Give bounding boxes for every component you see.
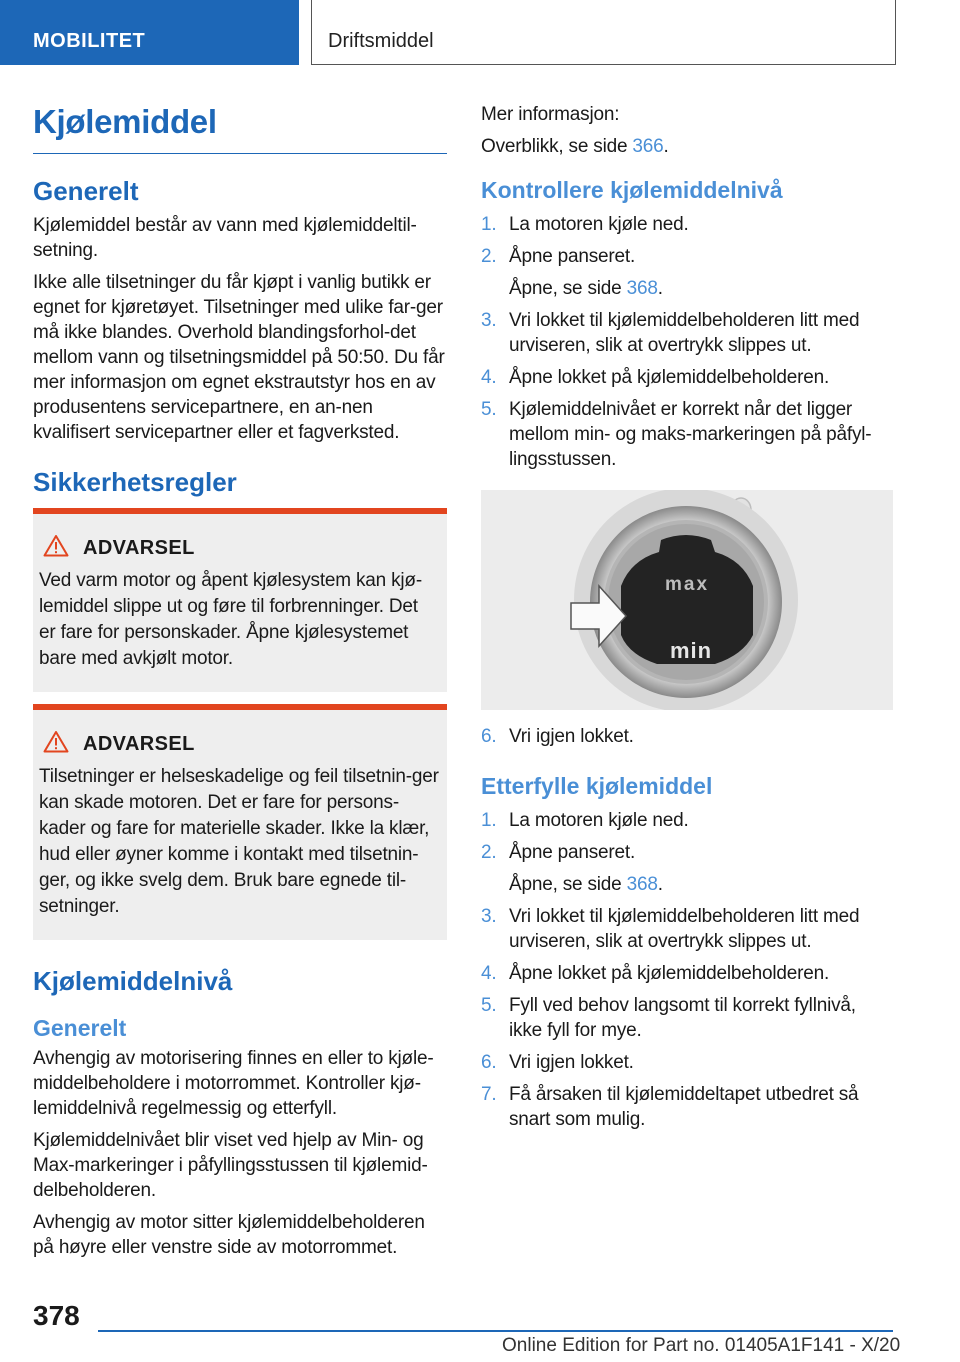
step-text: La motoren kjøle ned. xyxy=(509,214,689,235)
warning-header xyxy=(43,534,439,562)
page-title: Kjølemiddel xyxy=(33,100,447,154)
general-heading: Generelt xyxy=(33,176,139,206)
refill-steps-list xyxy=(481,808,893,1132)
step-number: 6. xyxy=(481,726,497,747)
list-item xyxy=(481,961,893,986)
step-text: Vri igjen lokket. xyxy=(509,1052,634,1073)
overview-text: Overblikk, se side xyxy=(481,136,633,157)
step-body xyxy=(509,808,689,833)
step-number: 2. xyxy=(481,246,497,267)
step-text: Fyll ved behov langsomt til korrekt fyllnivå, ikke fyll for mye. xyxy=(509,995,856,1041)
refill-heading: Etterfylle kjølemiddel xyxy=(481,773,713,799)
step-text: Vri lokket til kjølemiddelbeholderen litt med urviseren, slik at overtrykk slippes ut. xyxy=(509,906,860,952)
reference-text: Åpne, se side xyxy=(509,278,627,299)
max-mark-label: max xyxy=(664,574,710,595)
step-body xyxy=(509,397,893,472)
step-text: La motoren kjøle ned. xyxy=(509,810,689,831)
step-body xyxy=(509,840,663,897)
list-item xyxy=(481,365,893,390)
warning-box-2 xyxy=(33,704,447,940)
step-number: 5. xyxy=(481,995,497,1016)
step-number: 3. xyxy=(481,906,497,927)
chapter-title: Driftsmiddel xyxy=(328,30,434,52)
step-body xyxy=(509,244,663,301)
step-number: 1. xyxy=(481,810,497,831)
level-heading: Kjølemiddelnivå xyxy=(33,966,233,996)
period: . xyxy=(657,874,663,895)
page-link[interactable]: 368 xyxy=(626,278,658,299)
step-text: Åpne panseret. xyxy=(509,842,636,863)
step-reference xyxy=(509,872,663,897)
edition-note: Online Edition for Part no. 01405A1F141 - X/20 xyxy=(502,1335,901,1356)
list-item xyxy=(481,1050,893,1075)
step-body xyxy=(509,365,829,390)
section-tab: MOBILITET xyxy=(0,0,299,65)
level-paragraph-1: Avhengig av motorisering finnes en eller to kjøle-middelbeholdere i motorrommet. Kontroller kjø-lemiddelnivå regelmessig og etterfyll. xyxy=(33,1048,434,1119)
warning-box-1 xyxy=(33,508,447,692)
safety-heading: Sikkerhetsregler xyxy=(33,467,237,497)
page-link[interactable]: 368 xyxy=(626,874,658,895)
list-item xyxy=(481,993,893,1043)
period: . xyxy=(657,278,663,299)
step-body xyxy=(509,212,689,237)
level-paragraph-3: Avhengig av motor sitter kjølemiddelbeholderen på høyre eller venstre side av motorrommet. xyxy=(33,1212,425,1258)
left-column xyxy=(33,100,447,1267)
step-body xyxy=(509,1050,634,1075)
warning-triangle-icon xyxy=(43,730,69,758)
warning-title: ADVARSEL xyxy=(83,732,195,755)
step-number: 1. xyxy=(481,214,497,235)
list-item xyxy=(481,397,893,472)
page-number: 378 xyxy=(33,1300,80,1331)
general-paragraph-1: Kjølemiddel består av vann med kjølemiddeltil-setning. xyxy=(33,215,417,261)
check-heading: Kontrollere kjølemiddelnivå xyxy=(481,177,783,203)
list-item xyxy=(481,904,893,954)
overview-page-link[interactable]: 366 xyxy=(632,136,664,157)
min-mark-label: min xyxy=(669,638,713,663)
step-text: Kjølemiddelnivået er korrekt når det ligger mellom min- og maks-markeringen på påfyl-lingsstussen. xyxy=(509,399,872,470)
overview-reference xyxy=(481,134,893,159)
coolant-cap-figure xyxy=(481,490,893,710)
coolant-cap-illustration xyxy=(481,490,893,710)
step-text: Vri lokket til kjølemiddelbeholderen litt med urviseren, slik at overtrykk slippes ut. xyxy=(509,310,860,356)
step-text: Åpne panseret. xyxy=(509,246,636,267)
warning-title: ADVARSEL xyxy=(83,536,195,559)
check-step-6-list xyxy=(481,724,893,749)
step-number: 4. xyxy=(481,367,497,388)
step-number: 6. xyxy=(481,1052,497,1073)
level-paragraph-2: Kjølemiddelnivået blir viset ved hjelp av Min- og Max-markeringer i påfyllingsstussen til kjølemid-delbeholderen. xyxy=(33,1130,428,1201)
list-item xyxy=(481,724,893,749)
step-number: 5. xyxy=(481,399,497,420)
step-text: Åpne lokket på kjølemiddelbeholderen. xyxy=(509,963,830,984)
step-number: 2. xyxy=(481,842,497,863)
list-item xyxy=(481,308,893,358)
general-paragraph-2: Ikke alle tilsetninger du får kjøpt i vanlig butikk er egnet for kjøretøyet. Tilsetninger med ulike far-ger må ikke blandes. Overhold blandingsforhol-det mellom vann og tilsetningsmiddel på 50:50. Du får mer informasjon om egnet ekstrautstyr hos en av produsentens servicepartnere, en an-nen kvalifisert servicepartner eller et fagverksted. xyxy=(33,272,445,443)
list-item xyxy=(481,244,893,301)
step-text: Vri igjen lokket. xyxy=(509,726,634,747)
more-info-label: Mer informasjon: xyxy=(481,104,620,125)
step-number: 3. xyxy=(481,310,497,331)
step-body xyxy=(509,961,829,986)
step-text: Få årsaken til kjølemiddeltapet utbedret så snart som mulig. xyxy=(509,1084,859,1130)
step-body xyxy=(509,993,893,1043)
step-body xyxy=(509,308,893,358)
step-reference xyxy=(509,276,663,301)
right-column xyxy=(481,100,893,1139)
list-item xyxy=(481,808,893,833)
list-item xyxy=(481,212,893,237)
step-body xyxy=(509,1082,893,1132)
list-item xyxy=(481,1082,893,1132)
step-number: 7. xyxy=(481,1084,497,1105)
warning-text: Tilsetninger er helseskadelige og feil tilsetnin-ger kan skade motoren. Det er fare for persons-kader og fare for materielle skader. Ikke la klær, hud eller øyner komme i kontakt med tilsetnin-ger, og ikke svelg dem. Bruk bare egnede til-setninger. xyxy=(39,766,439,917)
level-general-heading: Generelt xyxy=(33,1015,127,1041)
step-body xyxy=(509,904,893,954)
step-number: 4. xyxy=(481,963,497,984)
check-steps-list xyxy=(481,212,893,472)
warning-header xyxy=(43,730,439,758)
warning-triangle-icon xyxy=(43,534,69,562)
warning-text: Ved varm motor og åpent kjølesystem kan kjø-lemiddel slippe ut og føre til forbrenninger. Det er fare for personskader. Åpne kjølesystemet bare med avkjølt motor. xyxy=(39,570,422,669)
footer-divider xyxy=(98,1330,893,1332)
reference-text: Åpne, se side xyxy=(509,874,627,895)
step-text: Åpne lokket på kjølemiddelbeholderen. xyxy=(509,367,830,388)
period: . xyxy=(663,136,669,157)
list-item xyxy=(481,840,893,897)
